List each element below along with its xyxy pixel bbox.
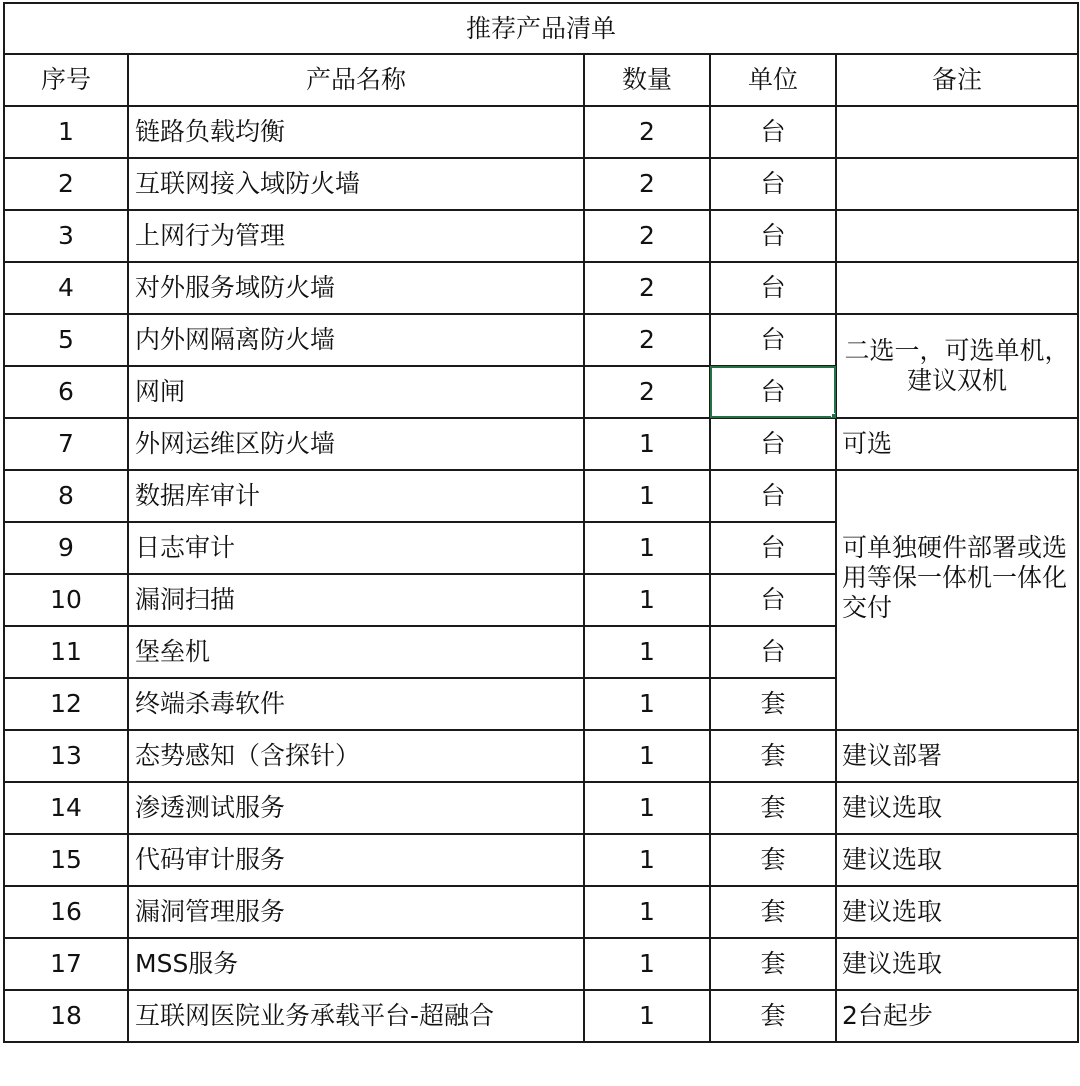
cell-quantity[interactable]: 2: [584, 314, 710, 366]
cell-name[interactable]: 链路负载均衡: [128, 106, 584, 158]
cell-quantity[interactable]: 1: [584, 782, 710, 834]
cell-name[interactable]: 外网运维区防火墙: [128, 418, 584, 470]
cell-index[interactable]: 6: [4, 366, 128, 418]
table-header-row: [4, 54, 1078, 106]
cell-quantity[interactable]: 2: [584, 106, 710, 158]
cell-note[interactable]: 建议选取: [836, 782, 1078, 834]
cell-note[interactable]: 建议选取: [836, 834, 1078, 886]
cell-note-merged[interactable]: 二选一，可选单机，建议双机: [836, 314, 1078, 418]
cell-name[interactable]: 态势感知（含探针）: [128, 730, 584, 782]
cell-quantity[interactable]: 1: [584, 730, 710, 782]
table-row: [4, 782, 1078, 834]
table-row: [4, 834, 1078, 886]
cell-quantity[interactable]: 2: [584, 158, 710, 210]
table-row: [4, 314, 1078, 366]
cell-unit[interactable]: 套: [710, 730, 836, 782]
cell-index[interactable]: 13: [4, 730, 128, 782]
cell-name[interactable]: 内外网隔离防火墙: [128, 314, 584, 366]
cell-unit[interactable]: 套: [710, 678, 836, 730]
cell-index[interactable]: 7: [4, 418, 128, 470]
cell-note[interactable]: [836, 106, 1078, 158]
cell-note[interactable]: [836, 210, 1078, 262]
table-row: [4, 106, 1078, 158]
cell-index[interactable]: 18: [4, 990, 128, 1042]
table-row: [4, 470, 1078, 522]
cell-index[interactable]: 3: [4, 210, 128, 262]
cell-quantity[interactable]: 2: [584, 210, 710, 262]
fill-handle[interactable]: [831, 413, 836, 418]
cell-index[interactable]: 1: [4, 106, 128, 158]
cell-unit-text: 台: [760, 377, 786, 406]
cell-note[interactable]: [836, 262, 1078, 314]
cell-index[interactable]: 5: [4, 314, 128, 366]
cell-note[interactable]: 建议部署: [836, 730, 1078, 782]
cell-index[interactable]: 10: [4, 574, 128, 626]
cell-unit[interactable]: 台: [710, 158, 836, 210]
table-title[interactable]: 推荐产品清单: [4, 3, 1078, 54]
table-row: [4, 418, 1078, 470]
cell-index[interactable]: 15: [4, 834, 128, 886]
cell-unit-selected[interactable]: [710, 366, 836, 418]
header-index[interactable]: 序号: [4, 54, 128, 106]
cell-quantity[interactable]: 2: [584, 262, 710, 314]
cell-unit[interactable]: 台: [710, 574, 836, 626]
table-row: [4, 730, 1078, 782]
cell-name[interactable]: 互联网医院业务承载平台-超融合: [128, 990, 584, 1042]
cell-name[interactable]: 漏洞扫描: [128, 574, 584, 626]
cell-unit[interactable]: 台: [710, 418, 836, 470]
cell-quantity[interactable]: 1: [584, 418, 710, 470]
table-row: [4, 158, 1078, 210]
cell-note-merged[interactable]: 可单独硬件部署或选用等保一体机一体化交付: [836, 470, 1078, 730]
cell-note[interactable]: 建议选取: [836, 886, 1078, 938]
cell-quantity[interactable]: 1: [584, 678, 710, 730]
cell-index[interactable]: 8: [4, 470, 128, 522]
cell-note[interactable]: [836, 158, 1078, 210]
cell-unit[interactable]: 台: [710, 626, 836, 678]
cell-quantity[interactable]: 1: [584, 470, 710, 522]
cell-name[interactable]: 网闸: [128, 366, 584, 418]
cell-index[interactable]: 4: [4, 262, 128, 314]
cell-unit[interactable]: 台: [710, 314, 836, 366]
cell-quantity[interactable]: 1: [584, 626, 710, 678]
header-name[interactable]: 产品名称: [128, 54, 584, 106]
table-row: [4, 886, 1078, 938]
cell-index[interactable]: 11: [4, 626, 128, 678]
cell-note[interactable]: 建议选取: [836, 938, 1078, 990]
table-title-row: [4, 3, 1078, 54]
cell-unit[interactable]: 套: [710, 834, 836, 886]
table-row: [4, 938, 1078, 990]
cell-unit[interactable]: 台: [710, 470, 836, 522]
cell-unit[interactable]: 台: [710, 262, 836, 314]
header-unit[interactable]: 单位: [710, 54, 836, 106]
cell-name[interactable]: 漏洞管理服务: [128, 886, 584, 938]
table-row: [4, 990, 1078, 1042]
cell-name[interactable]: 互联网接入域防火墙: [128, 158, 584, 210]
cell-index[interactable]: 14: [4, 782, 128, 834]
cell-name[interactable]: 数据库审计: [128, 470, 584, 522]
cell-name[interactable]: 对外服务域防火墙: [128, 262, 584, 314]
cell-quantity[interactable]: 2: [584, 366, 710, 418]
header-quantity[interactable]: 数量: [584, 54, 710, 106]
cell-index[interactable]: 2: [4, 158, 128, 210]
cell-quantity[interactable]: 1: [584, 990, 710, 1042]
table-row: [4, 210, 1078, 262]
cell-name[interactable]: 堡垒机: [128, 626, 584, 678]
cell-note[interactable]: 可选: [836, 418, 1078, 470]
cell-quantity[interactable]: 1: [584, 886, 710, 938]
cell-unit[interactable]: 台: [710, 106, 836, 158]
cell-name[interactable]: 日志审计: [128, 522, 584, 574]
cell-quantity[interactable]: 1: [584, 574, 710, 626]
product-list-table: [3, 2, 1079, 1043]
cell-index[interactable]: 12: [4, 678, 128, 730]
table-row: [4, 262, 1078, 314]
cell-index[interactable]: 16: [4, 886, 128, 938]
cell-unit[interactable]: 台: [710, 522, 836, 574]
cell-quantity[interactable]: 1: [584, 938, 710, 990]
cell-unit[interactable]: 台: [710, 210, 836, 262]
cell-unit[interactable]: 套: [710, 938, 836, 990]
cell-quantity[interactable]: 1: [584, 834, 710, 886]
cell-index[interactable]: 17: [4, 938, 128, 990]
cell-unit[interactable]: 套: [710, 886, 836, 938]
cell-unit[interactable]: 套: [710, 782, 836, 834]
header-note[interactable]: 备注: [836, 54, 1078, 106]
cell-unit[interactable]: 套: [710, 990, 836, 1042]
cell-name[interactable]: MSS服务: [128, 938, 584, 990]
cell-name[interactable]: 终端杀毒软件: [128, 678, 584, 730]
cell-name[interactable]: 渗透测试服务: [128, 782, 584, 834]
cell-name[interactable]: 上网行为管理: [128, 210, 584, 262]
cell-quantity[interactable]: 1: [584, 522, 710, 574]
cell-name[interactable]: 代码审计服务: [128, 834, 584, 886]
cell-note[interactable]: 2台起步: [836, 990, 1078, 1042]
cell-index[interactable]: 9: [4, 522, 128, 574]
